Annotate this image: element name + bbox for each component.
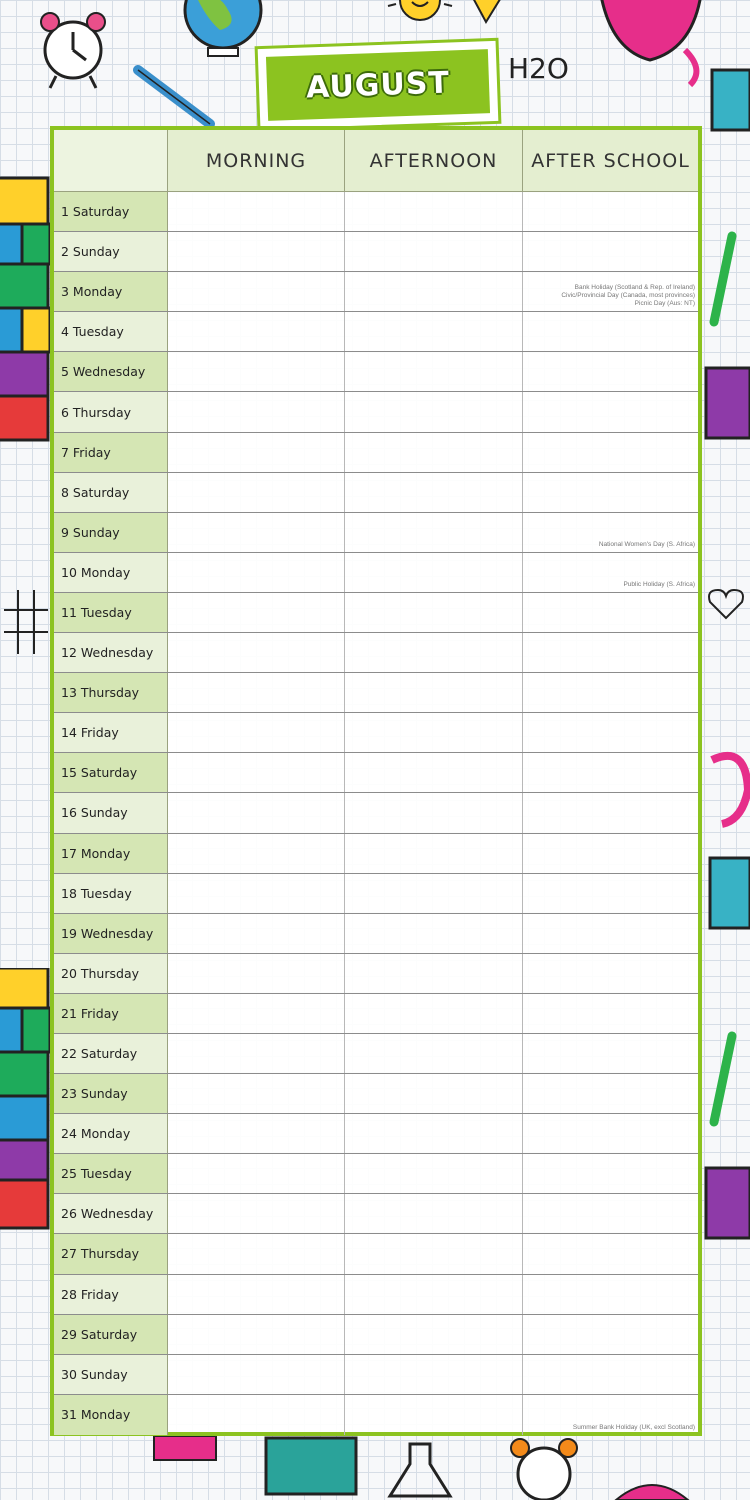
day-label: 25 Tuesday	[54, 1154, 168, 1193]
morning-slot[interactable]	[168, 633, 345, 672]
day-row	[54, 713, 698, 753]
after-school-slot[interactable]	[523, 272, 698, 311]
holiday-note: Summer Bank Holiday (UK, excl Scotland)	[572, 1423, 695, 1431]
morning-slot[interactable]	[168, 954, 345, 993]
after-school-slot[interactable]	[523, 994, 698, 1033]
after-school-slot[interactable]	[523, 1154, 698, 1193]
h2o-label: H2O	[508, 52, 569, 85]
day-row	[54, 874, 698, 914]
morning-slot[interactable]	[168, 312, 345, 351]
weekly-planner-table	[50, 126, 702, 1436]
day-label: 7 Friday	[54, 433, 168, 472]
book-icon	[262, 1434, 362, 1500]
afternoon-slot[interactable]	[345, 793, 523, 832]
day-label: 23 Sunday	[54, 1074, 168, 1113]
afternoon-slot[interactable]	[345, 713, 523, 752]
day-label: 31 Monday	[54, 1395, 168, 1435]
morning-slot[interactable]	[168, 1275, 345, 1314]
backpack-icon	[590, 0, 710, 90]
after-school-slot[interactable]	[523, 1275, 698, 1314]
month-title: AUGUST	[305, 65, 451, 105]
afternoon-slot[interactable]	[345, 1114, 523, 1153]
day-row	[54, 192, 698, 232]
afternoon-slot[interactable]	[345, 192, 523, 231]
day-row	[54, 994, 698, 1034]
day-label: 21 Friday	[54, 994, 168, 1033]
morning-slot[interactable]	[168, 272, 345, 311]
afternoon-slot[interactable]	[345, 1355, 523, 1394]
day-row	[54, 392, 698, 432]
morning-slot[interactable]	[168, 994, 345, 1033]
afternoon-slot[interactable]	[345, 593, 523, 632]
day-row	[54, 1034, 698, 1074]
day-rows	[54, 192, 698, 1435]
day-row	[54, 1275, 698, 1315]
day-label: 11 Tuesday	[54, 593, 168, 632]
pencil-icon	[468, 0, 508, 26]
day-row	[54, 312, 698, 352]
after-school-slot[interactable]	[523, 954, 698, 993]
day-label: 8 Saturday	[54, 473, 168, 512]
after-school-slot[interactable]	[523, 1395, 698, 1435]
day-label: 24 Monday	[54, 1114, 168, 1153]
day-label: 15 Saturday	[54, 753, 168, 792]
day-row	[54, 433, 698, 473]
day-row	[54, 1074, 698, 1114]
afternoon-slot[interactable]	[345, 1395, 523, 1435]
hopscotch-icon	[0, 170, 50, 490]
after-school-slot[interactable]	[523, 914, 698, 953]
after-school-slot[interactable]	[523, 513, 698, 552]
after-school-slot[interactable]	[523, 1114, 698, 1153]
after-school-slot[interactable]	[523, 1355, 698, 1394]
day-row	[54, 954, 698, 994]
column-header-morning: MORNING	[168, 130, 345, 192]
alarm-clock-icon	[38, 4, 108, 94]
alarm-clock-icon	[500, 1436, 590, 1500]
morning-slot[interactable]	[168, 352, 345, 391]
morning-slot[interactable]	[168, 914, 345, 953]
afternoon-slot[interactable]	[345, 994, 523, 1033]
morning-slot[interactable]	[168, 753, 345, 792]
afternoon-slot[interactable]	[345, 1074, 523, 1113]
header-row	[54, 130, 698, 192]
after-school-slot[interactable]	[523, 232, 698, 271]
day-row	[54, 793, 698, 833]
morning-slot[interactable]	[168, 874, 345, 913]
day-row	[54, 1154, 698, 1194]
afternoon-slot[interactable]	[345, 232, 523, 271]
afternoon-slot[interactable]	[345, 914, 523, 953]
day-label: 10 Monday	[54, 553, 168, 592]
day-row	[54, 1114, 698, 1154]
heart-icon	[706, 584, 746, 624]
book-icon	[706, 850, 750, 940]
after-school-slot[interactable]	[523, 1034, 698, 1073]
tic-tac-toe-icon	[0, 580, 50, 660]
after-school-slot[interactable]	[523, 1194, 698, 1233]
morning-slot[interactable]	[168, 553, 345, 592]
day-label: 30 Sunday	[54, 1355, 168, 1394]
after-school-slot[interactable]	[523, 633, 698, 672]
morning-slot[interactable]	[168, 392, 345, 431]
sun-icon	[380, 0, 460, 40]
afternoon-slot[interactable]	[345, 1034, 523, 1073]
afternoon-slot[interactable]	[345, 553, 523, 592]
after-school-slot[interactable]	[523, 473, 698, 512]
day-label: 17 Monday	[54, 834, 168, 873]
afternoon-slot[interactable]	[345, 1275, 523, 1314]
day-row	[54, 1315, 698, 1355]
column-header-afternoon: AFTERNOON	[345, 130, 523, 192]
book-icon	[702, 1160, 750, 1250]
book-icon	[702, 360, 750, 450]
day-row	[54, 673, 698, 713]
calculator-icon	[150, 1434, 220, 1464]
morning-slot[interactable]	[168, 1034, 345, 1073]
day-row	[54, 753, 698, 793]
morning-slot[interactable]	[168, 1074, 345, 1113]
afternoon-slot[interactable]	[345, 1154, 523, 1193]
day-row	[54, 1194, 698, 1234]
afternoon-slot[interactable]	[345, 1194, 523, 1233]
day-label: 19 Wednesday	[54, 914, 168, 953]
hopscotch-icon	[0, 968, 50, 1268]
day-label: 12 Wednesday	[54, 633, 168, 672]
pen-icon	[130, 62, 220, 132]
afternoon-slot[interactable]	[345, 272, 523, 311]
afternoon-slot[interactable]	[345, 1315, 523, 1354]
afternoon-slot[interactable]	[345, 633, 523, 672]
after-school-slot[interactable]	[523, 713, 698, 752]
afternoon-slot[interactable]	[345, 312, 523, 351]
after-school-slot[interactable]	[523, 553, 698, 592]
afternoon-slot[interactable]	[345, 392, 523, 431]
after-school-slot[interactable]	[523, 753, 698, 792]
pen-icon	[702, 230, 750, 330]
holiday-note: National Women's Day (S. Africa)	[598, 540, 695, 548]
day-label: 27 Thursday	[54, 1234, 168, 1273]
header-corner	[54, 130, 168, 192]
after-school-slot[interactable]	[523, 593, 698, 632]
day-label: 28 Friday	[54, 1275, 168, 1314]
day-label: 4 Tuesday	[54, 312, 168, 351]
after-school-slot[interactable]	[523, 874, 698, 913]
flask-icon	[380, 1440, 460, 1500]
after-school-slot[interactable]	[523, 1074, 698, 1113]
day-label: 5 Wednesday	[54, 352, 168, 391]
morning-slot[interactable]	[168, 473, 345, 512]
morning-slot[interactable]	[168, 673, 345, 712]
backpack-icon	[702, 740, 750, 840]
afternoon-slot[interactable]	[345, 473, 523, 512]
day-label: 13 Thursday	[54, 673, 168, 712]
after-school-slot[interactable]	[523, 673, 698, 712]
afternoon-slot[interactable]	[345, 433, 523, 472]
column-header-after-school: AFTER SCHOOL	[523, 130, 698, 192]
day-row	[54, 1355, 698, 1395]
morning-slot[interactable]	[168, 1355, 345, 1394]
morning-slot[interactable]	[168, 1114, 345, 1153]
day-label: 26 Wednesday	[54, 1194, 168, 1233]
morning-slot[interactable]	[168, 593, 345, 632]
morning-slot[interactable]	[168, 433, 345, 472]
morning-slot[interactable]	[168, 1194, 345, 1233]
morning-slot[interactable]	[168, 192, 345, 231]
day-row	[54, 272, 698, 312]
backpack-icon	[612, 1478, 692, 1500]
day-row	[54, 593, 698, 633]
day-row	[54, 914, 698, 954]
day-label: 1 Saturday	[54, 192, 168, 231]
day-label: 2 Sunday	[54, 232, 168, 271]
day-row	[54, 352, 698, 392]
month-title-badge	[255, 38, 502, 132]
afternoon-slot[interactable]	[345, 834, 523, 873]
morning-slot[interactable]	[168, 793, 345, 832]
after-school-slot[interactable]	[523, 352, 698, 391]
day-row	[54, 473, 698, 513]
after-school-slot[interactable]	[523, 1315, 698, 1354]
day-label: 22 Saturday	[54, 1034, 168, 1073]
holiday-note: Bank Holiday (Scotland & Rep. of Ireland) Civic/Provincial Day (Canada, most provinces) Picnic Day (Aus: NT)	[561, 284, 695, 308]
afternoon-slot[interactable]	[345, 753, 523, 792]
day-label: 3 Monday	[54, 272, 168, 311]
day-label: 29 Saturday	[54, 1315, 168, 1354]
after-school-slot[interactable]	[523, 793, 698, 832]
afternoon-slot[interactable]	[345, 874, 523, 913]
day-row	[54, 1234, 698, 1274]
morning-slot[interactable]	[168, 834, 345, 873]
afternoon-slot[interactable]	[345, 352, 523, 391]
holiday-note: Public Holiday (S. Africa)	[623, 580, 695, 588]
day-label: 20 Thursday	[54, 954, 168, 993]
book-icon	[708, 60, 750, 150]
day-label: 16 Sunday	[54, 793, 168, 832]
day-row	[54, 834, 698, 874]
morning-slot[interactable]	[168, 713, 345, 752]
morning-slot[interactable]	[168, 1315, 345, 1354]
day-row	[54, 232, 698, 272]
day-label: 14 Friday	[54, 713, 168, 752]
morning-slot[interactable]	[168, 1395, 345, 1435]
day-row	[54, 513, 698, 553]
afternoon-slot[interactable]	[345, 673, 523, 712]
after-school-slot[interactable]	[523, 1234, 698, 1273]
morning-slot[interactable]	[168, 1234, 345, 1273]
after-school-slot[interactable]	[523, 312, 698, 351]
day-label: 6 Thursday	[54, 392, 168, 431]
day-label: 9 Sunday	[54, 513, 168, 552]
after-school-slot[interactable]	[523, 433, 698, 472]
afternoon-slot[interactable]	[345, 1234, 523, 1273]
morning-slot[interactable]	[168, 513, 345, 552]
day-label: 18 Tuesday	[54, 874, 168, 913]
after-school-slot[interactable]	[523, 392, 698, 431]
day-row	[54, 1395, 698, 1435]
day-row	[54, 553, 698, 593]
after-school-slot[interactable]	[523, 834, 698, 873]
afternoon-slot[interactable]	[345, 954, 523, 993]
day-row	[54, 633, 698, 673]
after-school-slot[interactable]	[523, 192, 698, 231]
afternoon-slot[interactable]	[345, 513, 523, 552]
pen-icon	[702, 1030, 750, 1130]
morning-slot[interactable]	[168, 1154, 345, 1193]
morning-slot[interactable]	[168, 232, 345, 271]
